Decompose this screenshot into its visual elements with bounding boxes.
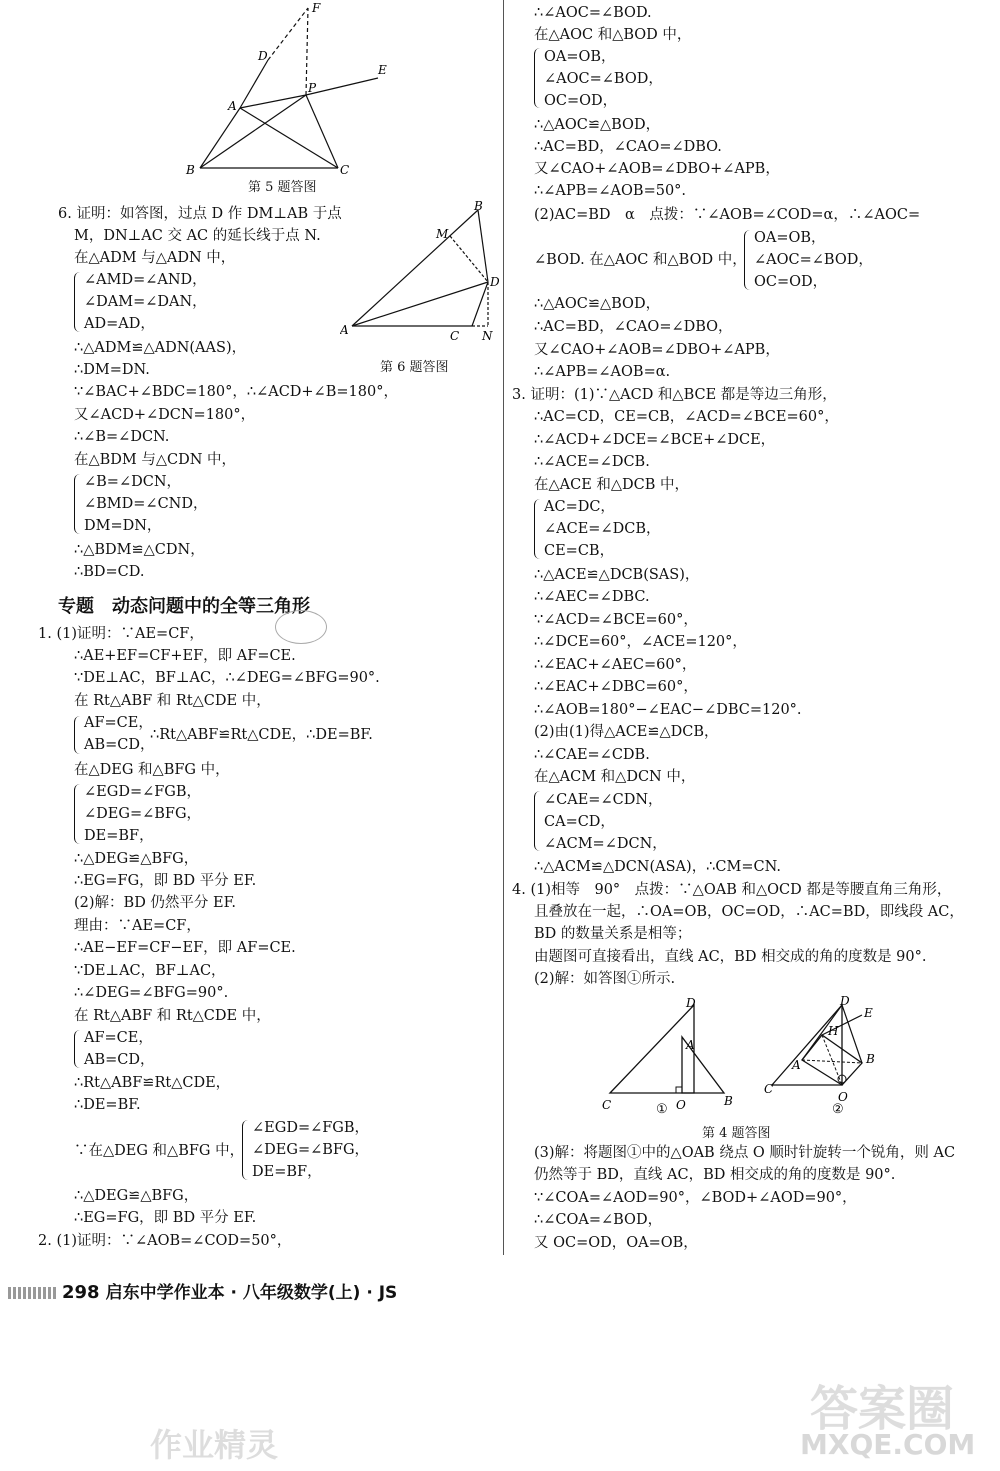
r-d-line-3: ∵∠ACD=∠BCE=60°， [534,612,698,628]
q1-system-2-brace [74,784,81,844]
r-e-line-5: 由题图可直接看出，直线 AC，BD 相交成的角的度数是 90°. [534,949,927,965]
q6-sys1-line-3: AD=AD， [84,316,155,332]
q6-b-line-2: ∴DM=DN. [74,362,150,378]
page-number: 298 [62,1282,100,1303]
q6-sys2-line-3: DM=DN， [84,518,162,534]
r-d-line-9: ∴∠CAE=∠CDB. [534,747,650,763]
fig5-line-pe [306,78,378,95]
fig5-label-p: P [308,81,317,95]
column-divider [503,0,504,1255]
figure-5 [178,0,438,175]
fig5-label-b: B [186,163,195,175]
svg-text:C: C [764,1082,774,1096]
r-c-line-8: ∴∠ACE=∠DCB. [534,454,650,470]
q1-d-line-1: ∴Rt△ABF≌Rt△CDE， [74,1075,231,1091]
r-c-line-4: ∴∠APB=∠AOB=α. [534,364,671,380]
q1-system-4-brace [242,1120,249,1180]
r-e-line-4: BD 的数量关系是相等； [534,926,692,942]
figure-4-1 [600,995,750,1120]
svg-text:C: C [450,329,460,342]
watermark-corner: 答案圈 [810,1381,955,1437]
r-sys3-line-2: ∠ACE=∠DCB， [544,521,661,537]
svg-text:A: A [340,323,349,337]
q6-line-3: 在△ADM 与△ADN 中， [74,250,236,266]
q6-b-line-5: ∴∠B=∠DCN. [74,429,170,445]
section-title: 专题 动态问题中的全等三角形 [58,596,310,617]
q1-sys2-line-1: ∠EGD=∠FGB， [84,784,202,800]
r-sys4-line-2: CA=CD， [544,814,615,830]
footer-decoration-icon [8,1287,58,1299]
svg-text:M: M [436,227,449,241]
q1-sys1-tail: ∴Rt△ABF≌Rt△CDE，∴DE=BF. [150,727,373,743]
q6-sys1-line-2: ∠DAM=∠DAN， [84,294,207,310]
svg-text:C: C [602,1098,612,1112]
svg-text:D: D [490,275,500,289]
fig5-label-e: E [378,63,387,77]
svg-text:O: O [676,1098,686,1112]
fig5-line-ad [240,60,268,108]
q1-e-line-1: ∴△DEG≌△BFG， [74,1188,199,1204]
q6-line-2: M，DN⊥AC 交 AC 的延长线于点 N. [74,228,321,244]
q6-sys1-line-1: ∠AMD=∠AND， [84,272,207,288]
svg-text:E: E [864,1006,873,1020]
r-b-line-4: ∴∠APB=∠AOB=50°. [534,183,687,199]
stamp-icon [275,610,327,644]
r-f-line-4: ∴∠COA=∠BOD， [534,1212,663,1228]
q1-c-line-2: ∴EG=FG，即 BD 平分 EF. [74,873,257,889]
q1-c-line-8: 在 Rt△ABF 和 Rt△CDE 中， [74,1008,271,1024]
fig5-label-f: F [312,1,321,15]
fig5-line-df [268,8,308,60]
q6-c-line-2: ∴BD=CD. [74,564,145,580]
r-e-line-6: (2)解：如答图①所示. [534,971,676,987]
svg-text:A: A [792,1058,801,1072]
fig5-caption: 第 5 题答图 [248,180,317,195]
r-f-line-3: ∵∠COA=∠AOD=90°，∠BOD+∠AOD=90°， [534,1190,857,1206]
figure-6 [340,200,500,342]
r-c-line-7: ∴∠ACD+∠DCE=∠BCE+∠DCE， [534,432,776,448]
fig5-line-pc [306,95,338,168]
q1-sys1-line-1: AF=CE， [84,715,153,731]
r-sys1-line-2: ∠AOC=∠BOD， [544,71,663,87]
q2-line-1: 2. (1)证明：∵∠AOB=∠COD=50°， [38,1233,292,1249]
q6-c-line-1: ∴△BDM≌△CDN， [74,542,205,558]
r-sys2-line-3: OC=OD， [754,274,828,290]
r-d-line-2: ∴∠AEC=∠DBC. [534,589,650,605]
r-c-line-5: 3. 证明：(1)∵△ACD 和△BCE 都是等边三角形， [512,387,837,403]
q1-sys4-line-2: ∠DEG=∠BFG， [252,1142,370,1158]
r-system-1-brace [534,48,541,108]
watermark-bottom: 作业精灵 [150,1426,279,1464]
q1-b-line-1: 在△DEG 和△BFG 中， [74,762,230,778]
r-system-4-brace [534,791,541,851]
r-system-2-brace [744,230,751,290]
r-sys2-line-2: ∠AOC=∠BOD， [754,252,873,268]
r-sys3-line-1: AC=DC， [544,499,615,515]
r-c-line-9: 在△ACE 和△DCB 中， [534,477,690,493]
r-b-line-5: (2)AC=BD α 点拨：∵∠AOB=∠COD=α，∴∠AOC= [534,207,921,223]
svg-text:B: B [474,200,483,213]
q6-system-1-brace [74,272,81,332]
q6-b-line-6: 在△BDM 与△CDN 中， [74,452,237,468]
r-sys2-head: ∠BOD. 在△AOC 和△BOD 中， [534,252,747,268]
r-e-line-2: 4. (1)相等 90° 点拨：∵△OAB 和△OCD 都是等腰直角三角形， [512,882,952,898]
q6-b-line-4: 又∠ACD+∠DCN=180°， [74,407,256,423]
fig5-label-c: C [340,163,350,175]
svg-text:D: D [840,995,850,1008]
q1-c-line-4: 理由：∵AE=CF， [74,918,201,934]
q1-a-line-3: ∵DE⊥AC，BF⊥AC，∴∠DEG=∠BFG=90°. [74,670,380,686]
q1-a-line-2: ∴AE+EF=CF+EF，即 AF=CE. [74,648,296,664]
q6-b-line-1: ∴△ADM≌△ADN(AAS)， [74,340,247,356]
r-c-line-6: ∴AC=CD，CE=CB，∠ACD=∠BCE=60°， [534,409,839,425]
r-c-line-2: ∴AC=BD，∠CAO=∠DBO， [534,319,733,335]
svg-text:D: D [686,996,696,1010]
q1-system-1-brace [74,716,81,754]
q6-sys2-line-2: ∠BMD=∠CND， [84,496,208,512]
r-sys1-line-3: OC=OD， [544,93,618,109]
q1-c-line-7: ∴∠DEG=∠BFG=90°. [74,985,229,1001]
svg-text:H: H [828,1024,839,1038]
fig6-caption: 第 6 题答图 [380,360,449,375]
q1-c-line-3: (2)解：BD 仍然平分 EF. [74,895,237,911]
r-d-line-1: ∴△ACE≌△DCB(SAS)， [534,567,700,583]
q1-sys3-line-1: AF=CE， [84,1030,153,1046]
r-c-line-3: 又∠CAO+∠AOB=∠DBO+∠APB， [534,342,780,358]
r-e-line-3: 且叠放在一起，∴OA=OB，OC=OD，∴AC=BD，即线段 AC， [534,904,964,920]
q6-line-1: 6. 证明：如答图，过点 D 作 DM⊥AB 于点 [58,206,342,222]
r-sys4-line-3: ∠ACM=∠DCN， [544,836,667,852]
fig5-line-ba [200,108,240,168]
svg-text:B: B [866,1052,875,1066]
r-f-line-1: (3)解：将题图①中的△OAB 绕点 O 顺时针旋转一个锐角，则 AC [534,1145,956,1161]
r-a-line-2: 在△AOC 和△BOD 中， [534,27,692,43]
r-b-line-2: ∴AC=BD，∠CAO=∠DBO. [534,139,722,155]
svg-text:①: ① [656,1102,668,1117]
q1-c-line-6: ∵DE⊥AC，BF⊥AC， [74,963,226,979]
q1-d-line-2: ∴DE=BF. [74,1097,141,1113]
r-c-line-1: ∴△AOC≌△BOD， [534,296,661,312]
svg-text:B: B [724,1094,733,1108]
q1-sys4-line-3: DE=BF， [252,1164,322,1180]
r-d-line-8: (2)由(1)得△ACE≌△DCB， [534,724,719,740]
watermark-site: MXQE.COM [800,1428,976,1461]
q1-sys2-line-3: DE=BF， [84,828,154,844]
svg-text:N: N [482,329,493,342]
r-d-line-6: ∴∠EAC+∠DBC=60°， [534,679,698,695]
q6-sys2-line-1: ∠B=∠DCN， [84,474,182,490]
svg-text:A: A [686,1038,695,1052]
q1-c-line-1: ∴△DEG≌△BFG， [74,851,199,867]
q1-sys2-line-2: ∠DEG=∠BFG， [84,806,202,822]
page-footer [8,1278,397,1303]
q6-b-line-3: ∵∠BAC+∠BDC=180°，∴∠ACD+∠B=180°， [74,384,398,400]
fig5-line-ac [240,108,338,168]
q1-system-3-brace [74,1030,81,1068]
q1-sys1-line-2: AB=CD， [84,737,155,753]
r-d-line-4: ∴∠DCE=60°，∠ACE=120°， [534,634,747,650]
r-e-line-1: ∴△ACM≌△DCN(ASA)，∴CM=CN. [534,859,781,875]
r-b-line-1: ∴△AOC≌△BOD， [534,117,661,133]
r-d-line-5: ∴∠EAC+∠AEC=60°， [534,657,697,673]
q1-sys3-line-2: AB=CD， [84,1052,155,1068]
r-f-line-2: 仍然等于 BD，直线 AC，BD 相交成的角的度数是 90°. [534,1167,896,1183]
r-d-line-10: 在△ACM 和△DCN 中， [534,769,696,785]
book-title: 启东中学作业本 · 八年级数学(上) · JS [105,1283,398,1303]
figure-4-2 [762,995,892,1120]
q6-system-2-brace [74,474,81,534]
fig5-label-d: D [258,49,268,63]
q1-c-line-5: ∴AE−EF=CF−EF，即 AF=CE. [74,940,296,956]
r-sys4-line-1: ∠CAE=∠CDN， [544,792,663,808]
r-sys1-line-1: OA=OB， [544,49,616,65]
r-sys2-line-1: OA=OB， [754,230,826,246]
r-d-line-7: ∴∠AOB=180°−∠EAC−∠DBC=120°. [534,702,802,718]
r-f-line-5: 又 OC=OD，OA=OB， [534,1235,698,1251]
q1-e-line-2: ∴EG=FG，即 BD 平分 EF. [74,1210,257,1226]
r-system-3-brace [534,499,541,559]
q1-a-line-4: 在 Rt△ABF 和 Rt△CDE 中， [74,693,271,709]
q1-sys4-line-1: ∠EGD=∠FGB， [252,1120,370,1136]
q1-a-line-1: 1. (1)证明：∵AE=CF， [38,626,204,642]
r-a-line-1: ∴∠AOC=∠BOD. [534,5,652,21]
r-sys3-line-3: CE=CB， [544,543,615,559]
svg-text:②: ② [832,1102,844,1117]
fig4-caption: 第 4 题答图 [702,1126,771,1141]
q1-sys4-head: ∵在△DEG 和△BFG 中， [74,1143,245,1159]
svg-text:O: O [838,1090,848,1104]
r-b-line-3: 又∠CAO+∠AOB=∠DBO+∠APB， [534,161,780,177]
fig5-label-a: A [228,99,237,113]
